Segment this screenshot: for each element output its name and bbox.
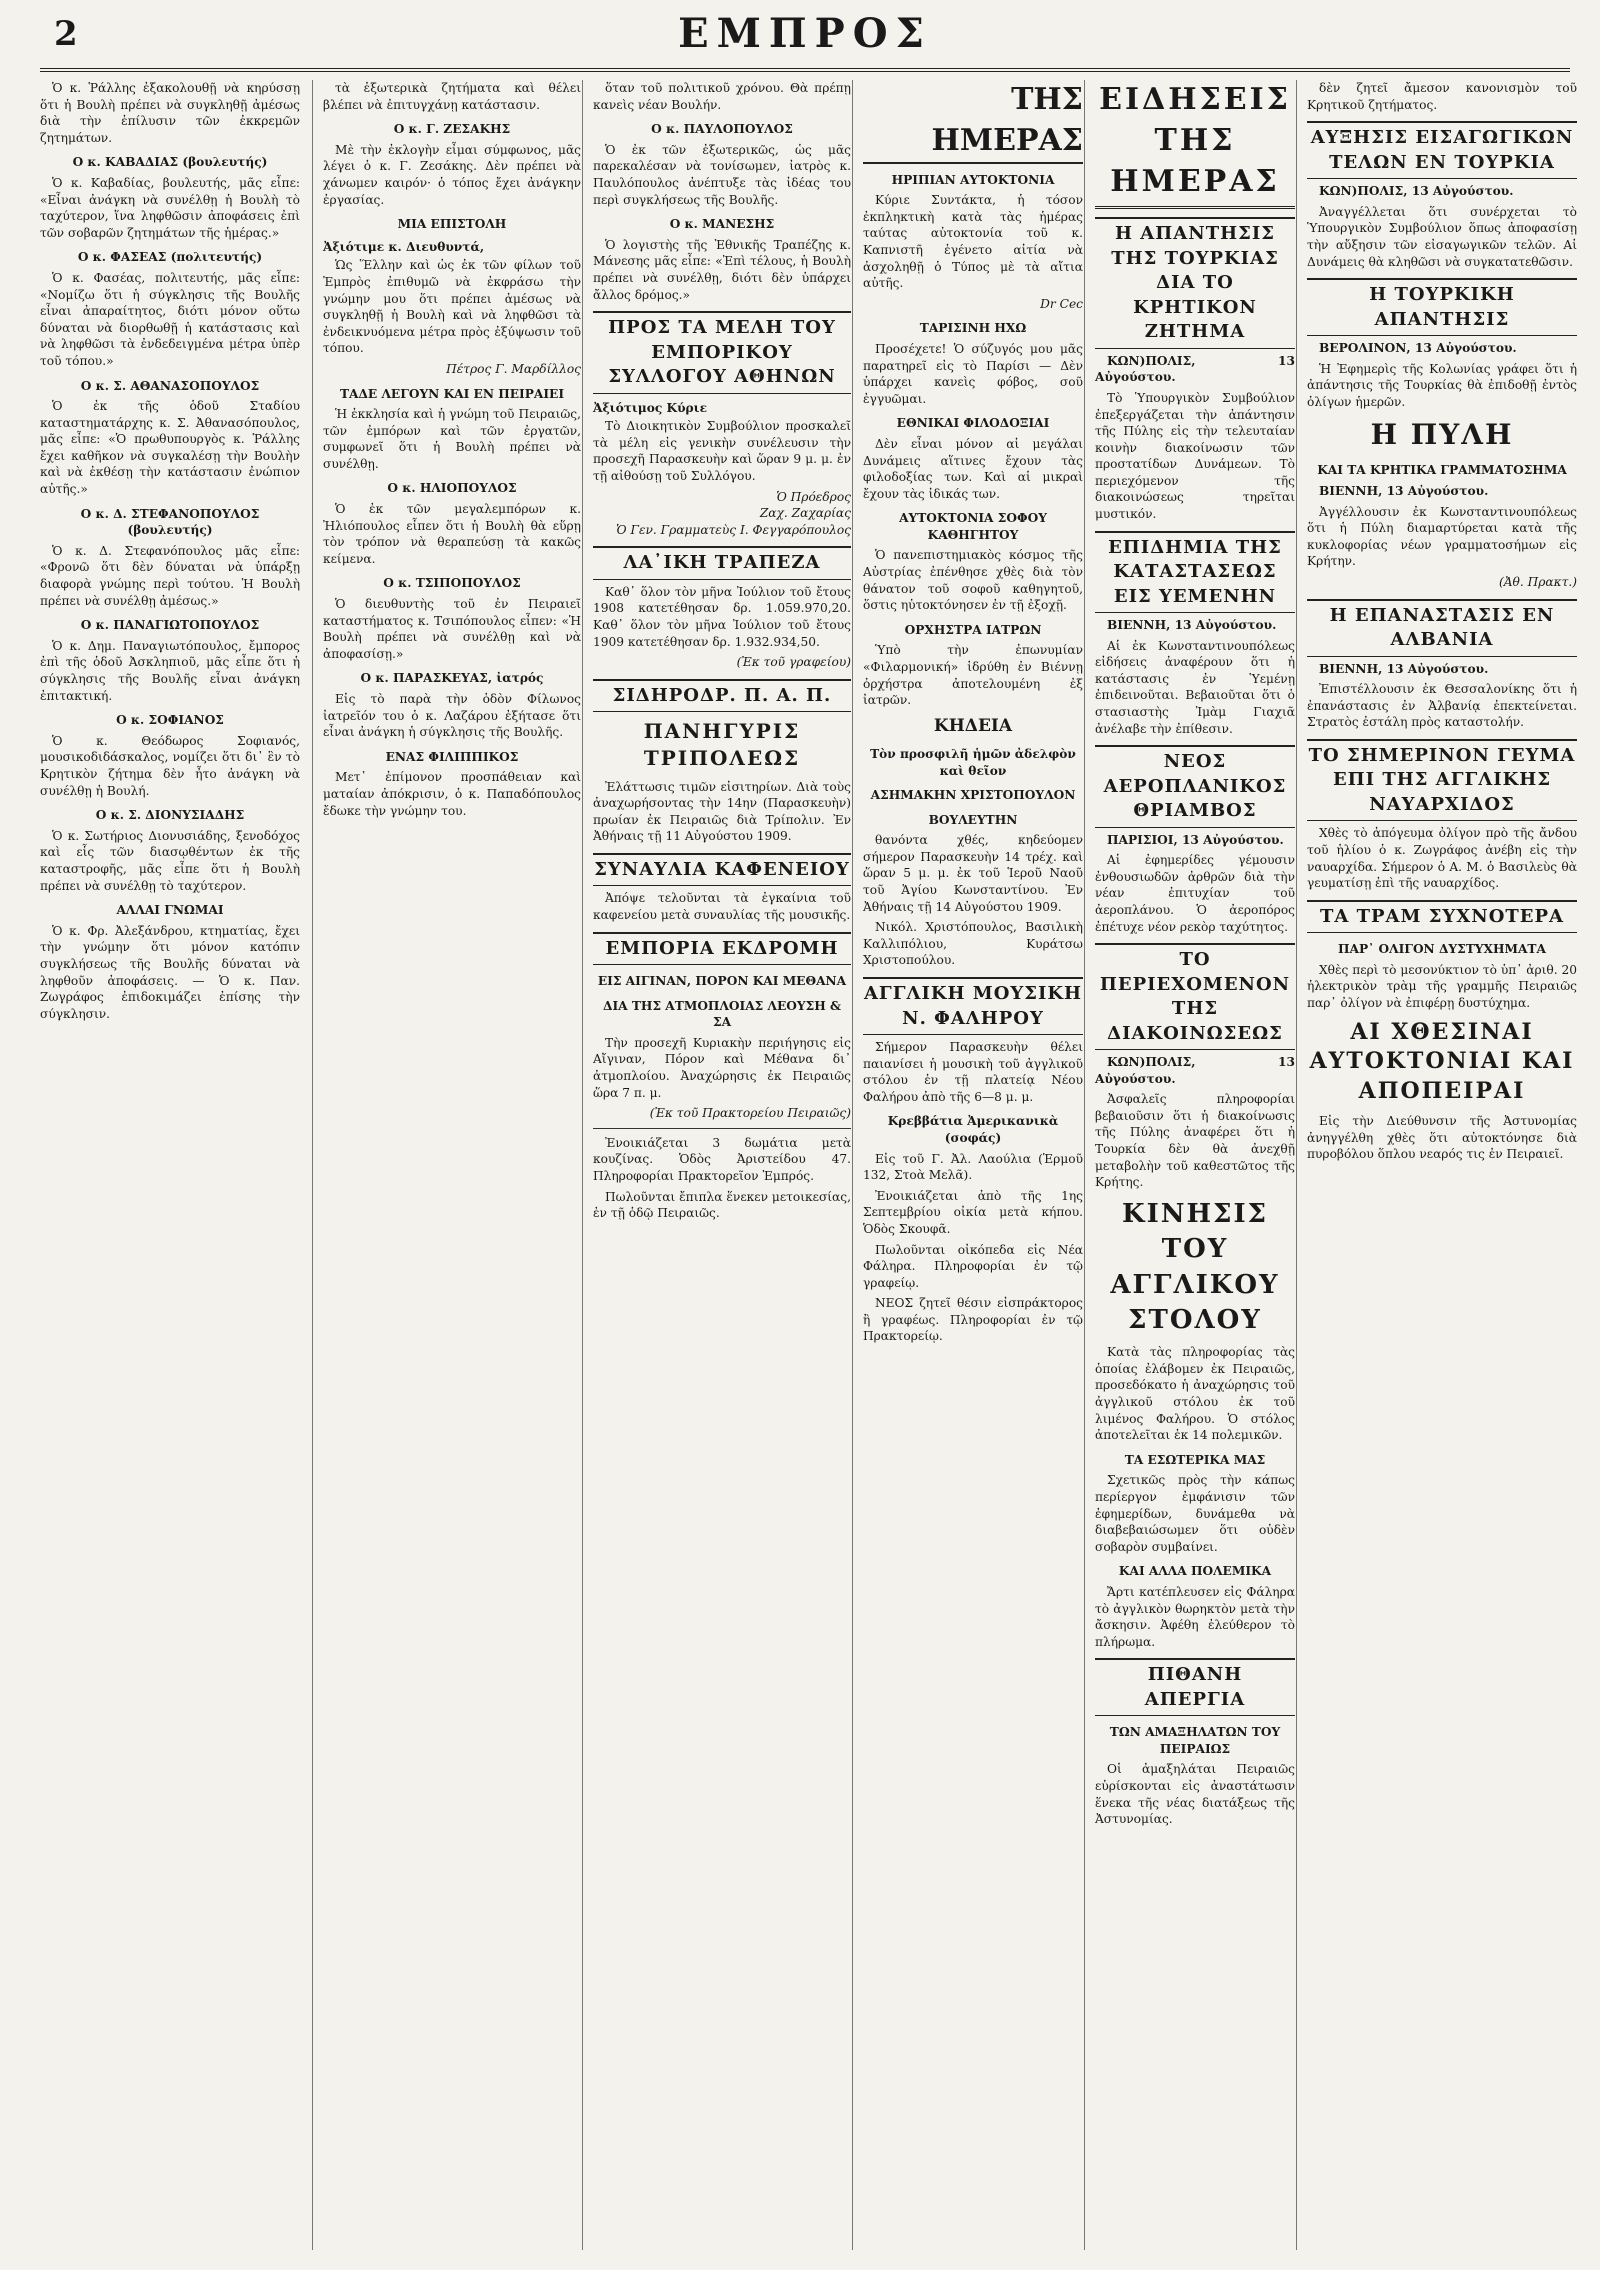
col5-article-4-title: ΤΟ ΠΕΡΙΕΧΟΜΕΝΟΝ ΤΗΣ ΔΙΑΚΟΙΝΩΣΕΩΣ [1095, 943, 1295, 1050]
col6-article-8-text: Εἰς τὴν Διεύθυνσιν τῆς Ἀστυνομίας ἀνηγγέλθη χθὲς ὅτι αὐτοκτόνησε διὰ πυροβόλου ὅπλου νεαρός τις ἐν Πειραιεῖ. [1307, 1114, 1577, 1162]
col6-article-4-dateline: ΒΙΕΝΝΗ, 13 Αὐγούστου. [1319, 484, 1489, 499]
col6-article-2-text: Ἀναγγέλλεται ὅτι συνέρχεται τὸ Ὑπουργικὸν Συμβούλιον ὅπως ἀποφασίσῃ τὴν αὔξησιν τῶν εἰσαγωγικῶν τελῶν. Αἱ Δυνάμεις θὰ κληθῶσι νὰ συγκατατεθῶσιν. [1307, 204, 1577, 269]
col4-heading-5: ΟΡΧΗΣΤΡΑ ΙΑΤΡΩΝ [904, 622, 1042, 637]
col6-article-7-text: Χθὲς περὶ τὸ μεσονύκτιον τὸ ὑπ᾽ ἀριθ. 20 ἠλεκτρικὸν τρὰμ τῆς γραμμῆς Πειραιῶς παρ᾽ ὀλίγον νὰ ἐπιφέρῃ δυστύχημα. [1307, 962, 1577, 1010]
box-excursion-text: Τὴν προσεχῆ Κυριακὴν περιήγησις εἰς Αἴγιναν, Πόρον καὶ Μέθανα δι᾽ ἀτμοπλοίου. Ἀναχώρησις ἐκ Πειραιῶς ὥρα 7 π. μ. [593, 1035, 851, 1100]
col5-fleet-heading: ΚΙΝΗΣΙΣ ΤΟΥ ΑΓΓΛΙΚΟΥ ΣΤΟΛΟΥ [1110, 1198, 1280, 1335]
box-emporikos-sig-1: Ὁ Πρόεδρος [776, 489, 851, 504]
col5-article-1-text: Τὸ Ὑπουργικὸν Συμβούλιον ἐπεξεργάζεται τὴν ἀπάντησιν τῆς Πύλης εἰς τὴν τελευταίαν κοινὴν διακοίνωσιν τῶν προστατίδων Δυνάμεων. Τὸ περιεχόμενον τῆς διακοινώσεως τηρεῖται μυστικόν. [1095, 390, 1295, 522]
col4-music-text: Σήμερον Παρασκευὴν θέλει παιανίσει ἡ μουσικὴ τοῦ ἀγγλικοῦ στόλου ἐν τῇ πλατείᾳ Νέου Φαλήρου ἀπὸ τῆς 6—8 μ. μ. [863, 1039, 1083, 1104]
col1-para-8: Ὁ κ. Φρ. Ἀλεξάνδρου, κτηματίας, ἔχει τὴν γνώμην ὅτι μόνον κατόπιν συγκλήσεως τῆς Βουλῆς δύναται νὰ ληφθοῦν ἀποφάσεις. — Ὁ κ. Παν. Ζωγράφος ἐπιδοκιμάζει ἐπίσης τὴν σύγκλησιν. [40, 923, 300, 1021]
col6-article-6-text: Χθὲς τὸ ἀπόγευμα ὀλίγον πρὸ τῆς ἄνδου τοῦ ἡλίου ὁ κ. Ζωγράφος ἀνέβη εἰς τὴν ναυαρχίδα. Σήμερον ὁ Α. Μ. ὁ Βασιλεὺς θὰ γευματίσῃ ἐπὶ τῆς ναυαρχίδος. [1307, 826, 1577, 891]
box-laiki-trapeza-text: Καθ᾽ ὅλον τὸν μῆνα Ἰούλιον τοῦ ἔτους 1908 κατετέθησαν δρ. 1.059.970,20. Καθ᾽ ὅλον τὸν μῆνα Ἰούλιον τοῦ ἔτους 1909 κατετέθησαν δρ. 1.932.934,50. [593, 584, 851, 649]
box-cafe-text: Ἀπόψε τελοῦνται τὰ ἐγκαίνια τοῦ καφενείου μετὰ συναυλίας τῆς μουσικῆς. [593, 891, 851, 922]
box-emporikos-salutation: Ἀξιότιμος Κύριε [593, 400, 707, 415]
col2-signature: Πέτρος Γ. Μαρδίλλος [446, 361, 581, 376]
funeral-notice-intro: Τὸν προσφιλῆ ἡμῶν ἀδελφὸν καὶ θεῖον [870, 746, 1076, 778]
box-emporikos-sig-3: Ὁ Γεν. Γραμματεὺς Ι. Φεγγαρόπουλος [616, 522, 851, 537]
col4-para-1: Κύριε Συντάκτα, ἡ τόσον ἐκπληκτικὴ κατὰ τὰς ἡμέρας ταύτας αὐτοκτονία τοῦ κ. Καπνιστῆ ἐγένετο αἰτία νὰ ἀσχοληθῇ ὁ Τύπος μὲ τὰ αἴτια αὐτῆς. [863, 193, 1083, 291]
column-6 [1296, 80, 1587, 2250]
col2-heading-5: Ο κ. ΤΣΙΠΟΠΟΥΛΟΣ [383, 576, 521, 591]
col1-para-3: Ὁ ἐκ τῆς ὁδοῦ Σταδίου καταστηματάρχης κ. Σ. Ἀθανασόπουλος, μᾶς εἶπε: «Ὁ πρωθυπουργὸς κ. Ῥάλλης ἔχει καθῆκον νὰ συγκαλέσῃ τὴν Βουλὴν καὶ νὰ ἐκθέσῃ τὴν κατάστασιν ἐνώπιον αὐτῆς.» [40, 399, 300, 497]
news-of-the-day-heading: ΕΙΔΗΣΕΙΣ ΤΗΣ ΗΜΕΡΑΣ [1095, 80, 1295, 209]
box-laiki-trapeza-note: (Ἐκ τοῦ γραφείου) [736, 655, 851, 670]
col4-para-5: Ὑπὸ τὴν ἐπωνυμίαν «Φιλαρμονική» ἱδρύθη ἐν Βιέννῃ ὀρχήστρα ἀποτελουμένη ἐξ ἰατρῶν. [863, 643, 1083, 708]
col4-para-4: Ὁ πανεπιστημιακὸς κόσμος τῆς Αὐστρίας ἐπένθησε χθὲς διὰ τὸν θάνατον τοῦ σοφοῦ καθηγητοῦ, ὅστις ηὐτοκτόνησεν ἐν τῇ ἐξοχῇ. [863, 548, 1083, 613]
box-excursion-sub-2: ΔΙΑ ΤΗΣ ΑΤΜΟΠΛΟΙΑΣ ΛΕΟΥΣΗ & ΣΑ [603, 998, 841, 1030]
col5-article-2-dateline: ΒΙΕΝΝΗ, 13 Αὐγούστου. [1107, 618, 1277, 633]
col5-article-1-dateline: ΚΩΝ)ΠΟΛΙΣ, 13 Αὐγούστου. [1095, 353, 1295, 385]
col4-para-2: Προσέχετε! Ὁ σύζυγός μου μᾶς παρατηρεῖ εἰς τὸ Παρίσι — Δὲν ὑπάρχει κανεὶς φόβος, σοῦ ἐγγυῶμαι. [863, 341, 1083, 406]
col4-heading-1: ΗΡΙΠΙΑΝ ΑΥΤΟΚΤΟΝΙΑ [891, 172, 1055, 187]
col1-para-7: Ὁ κ. Σωτήριος Διονυσιάδης, ξενοδόχος καὶ εἷς τῶν διασῳθέντων ἐκ τῆς καταστροφῆς, μᾶς εἶπε ὅτι ἡ Βουλὴ πρέπει νὰ συνέλθῃ τὸ ταχύτερον. [40, 828, 300, 893]
box-excursion-note: (Ἐκ τοῦ Πρακτορείου Πειραιῶς) [649, 1106, 851, 1121]
col6-article-4-text: Ἀγγέλλουσιν ἐκ Κωνσταντινουπόλεως ὅτι ἡ Πύλη διαμαρτύρεται κατὰ τῆς κυκλοφορίας νέων γραμματοσήμων εἰς Κρήτην. [1307, 504, 1577, 569]
col4-heading-3: ΕΘΝΙΚΑΙ ΦΙΛΟΔΟΞΙΑΙ [896, 416, 1050, 431]
col6-article-2-title: ΑΥΞΗΣΙΣ ΕΙΣΑΓΩΓΙΚΩΝ ΤΕΛΩΝ ΕΝ ΤΟΥΡΚΙΑ [1307, 121, 1577, 179]
column-4 [852, 80, 1093, 2250]
col6-article-4-sub: ΚΑΙ ΤΑ ΚΡΗΤΙΚΑ ΓΡΑΜΜΑΤΟΣΗΜΑ [1317, 463, 1567, 478]
col6-article-3-title: Η ΤΟΥΡΚΙΚΗ ΑΠΑΝΤΗΣΙΣ [1307, 278, 1577, 336]
col4-heading-4: ΑΥΤΟΚΤΟΝΙΑ ΣΟΦΟΥ ΚΑΘΗΓΗΤΟΥ [899, 511, 1047, 542]
col5-article-1-title: Η ΑΠΑΝΤΗΣΙΣ ΤΗΣ ΤΟΥΡΚΙΑΣ ΔΙΑ ΤΟ ΚΡΗΤΙΚΟΝ ΖΗΤΗΜΑ [1095, 217, 1295, 348]
col5-article-4-text: Ἀσφαλεῖς πληροφορίαι βεβαιοῦσιν ὅτι ἡ διακοίνωσις τῆς Πύλης ἀναφέρει ὅτι ἡ Τουρκία δὲν θὰ ἀνεχθῇ μεταβολὴν τοῦ καθεστῶτος τῆς Κρήτης. [1095, 1092, 1295, 1190]
col1-heading-6: Ο κ. ΣΟΦΙΑΝΟΣ [116, 713, 224, 728]
col3-heading-1: Ο κ. ΠΑΥΛΟΠΟΥΛΟΣ [651, 122, 793, 137]
newspaper-title: ΕΜΠΡΟΣ [678, 10, 932, 57]
funeral-notice-title: ΚΗΔΕΙΑ [933, 715, 1013, 736]
col2-heading-6: Ο κ. ΠΑΡΑΣΚΕΥΑΣ, ἰατρός [360, 671, 544, 686]
col1-heading-8: ΑΛΛΑΙ ΓΝΩΜΑΙ [116, 903, 224, 918]
col1-heading-7: Ο κ. Σ. ΔΙΟΝΥΣΙΑΔΗΣ [95, 808, 245, 823]
col5-article-3-text: Αἱ ἐφημερίδες γέμουσιν ἐνθουσιωδῶν ἀρθρῶν διὰ τὴν νέαν ἐπιτυχίαν τοῦ ἀεροπλάνου. Ὁ ἀεροπόρος ἐπέτυχε νέον ρεκὸρ ταχύτητος. [1095, 853, 1295, 934]
col6-article-5-dateline: ΒΙΕΝΝΗ, 13 Αὐγούστου. [1319, 661, 1489, 676]
col3-notice-2: Πωλοῦνται ἔπιπλα ἕνεκεν μετοικεσίας, ἐν τῇ ὁδῷ Πειραιῶς. [593, 1189, 851, 1221]
col2-para-6: Εἰς τὸ παρὰ τὴν ὁδὸν Φίλωνος ἰατρεῖόν του ὁ κ. Λαζάρου ἐξήτασε ὅτι εἶναι ἀνάγκη ἡ σύγκλησις τῆς Βουλῆς. [323, 692, 581, 740]
col6-article-7-sub: ΠΑΡ᾽ ΟΛΙΓΟΝ ΔΥΣΤΥΧΗΜΑΤΑ [1338, 942, 1546, 957]
col5-article-3-title: ΝΕΟΣ ΑΕΡΟΠΛΑΝΙΚΟΣ ΘΡΙΑΜΒΟΣ [1095, 745, 1295, 827]
col1-heading-3: Ο κ. Σ. ΑΘΑΝΑΣΟΠΟΥΛΟΣ [80, 378, 260, 393]
col2-heading-3: ΤΑΔΕ ΛΕΓΟΥΝ ΚΑΙ ΕΝ ΠΕΙΡΑΙΕΙ [339, 386, 565, 401]
funeral-notice-family: Νικόλ. Χριστόπουλος, Βασιλικὴ Καλλιπόλιου, Κυράτσω Χριστοπούλου. [863, 920, 1083, 968]
col1-para-4: Ὁ κ. Δ. Στεφανόπουλος μᾶς εἶπε: «Φρονῶ ὅτι δὲν δύναται νὰ ὑπάρξῃ διαφορὰ γνώμης περὶ τούτου. Ἡ Βουλὴ πρέπει νὰ συνέλθῃ ἀμέσως.» [40, 543, 300, 608]
col4-classified-2: Πωλοῦνται οἰκόπεδα εἰς Νέα Φάληρα. Πληροφορίαι ἐν τῷ γραφείῳ. [863, 1242, 1083, 1290]
col1-heading-4: Ο κ. Δ. ΣΤΕΦΑΝΟΠΟΥΛΟΣ (βουλευτής) [80, 506, 260, 538]
col1-heading-5: Ο κ. ΠΑΝΑΓΙΩΤΟΠΟΥΛΟΣ [80, 618, 260, 633]
col6-article-2-dateline: ΚΩΝ)ΠΟΛΙΣ, 13 Αὐγούστου. [1319, 184, 1514, 199]
col2-heading-1: Ο κ. Γ. ΖΕΣΑΚΗΣ [393, 122, 511, 137]
col4-heading-2: ΤΑΡΙΣΙΝΗ ΗΧΩ [919, 321, 1027, 336]
col2-salutation: Ἀξιότιμε κ. Διευθυντά, [323, 239, 485, 254]
column-3 [582, 80, 861, 2250]
col4-classified-1: Ἐνοικιάζεται ἀπὸ τῆς 1ης Σεπτεμβρίου οἰκία μετὰ κήπου. Ὁδὸς Σκουφᾶ. [863, 1188, 1083, 1236]
col5-article-3-dateline: ΠΑΡΙΣΙΟΙ, 13 Αὐγούστου. [1107, 832, 1284, 847]
box-emporikos-syllogos-title: ΠΡΟΣ ΤΑ ΜΕΛΗ ΤΟΥ ΕΜΠΟΡΙΚΟΥ ΣΥΛΛΟΓΟΥ ΑΘΗΝΩΝ [593, 311, 851, 393]
col1-para-5: Ὁ κ. Δημ. Παναγιωτόπουλος, ἔμπορος ἐπὶ τῆς ὁδοῦ Ἀσκληπιοῦ, μᾶς εἶπε ὅτι ἡ σύγκλησις τῆς Βουλῆς εἶναι ἀνάγκη ἐπιτακτική. [40, 638, 300, 703]
col3-para-2: Ὁ λογιστὴς τῆς Ἐθνικῆς Τραπέζης κ. Μάνεσης μᾶς εἶπε: «Ἐπὶ τέλους, ἡ Βουλὴ πρέπει νὰ συνέλθῃ, διότι δὲν ὑπάρχει ἄλλος δρόμος.» [593, 237, 851, 302]
col1-heading-1: Ο κ. ΚΑΒΑΔΙΑΣ (βουλευτής) [72, 155, 268, 170]
col5-article-2-text: Αἱ ἐκ Κωνσταντινουπόλεως εἰδήσεις ἀναφέρουν ὅτι ἡ κατάστασις ἐν Ὑεμένῃ ἐπιδεινοῦται. Βεβαιοῦται ὅτι ὁ στασιαστὴς Ἰμὰμ Γιαχιᾶ ἀνέλαβε τὴν ἐπίθεσιν. [1095, 638, 1295, 736]
col6-article-4-title: Η ΠΥΛΗ [1370, 418, 1514, 452]
col4-sig-1: Dr Cec [1040, 296, 1083, 311]
col4-music-title: ΑΓΓΛΙΚΗ ΜΟΥΣΙΚΗ Ν. ΦΑΛΗΡΟΥ [863, 977, 1083, 1035]
col2-para-2: Ὡς Ἕλλην καὶ ὡς ἐκ τῶν φίλων τοῦ Ἐμπρὸς ἐπιθυμῶ νὰ ἐκφράσω τὴν γνώμην μου ὅτι πρέπει ἀμέσως νὰ συγκληθῇ ἡ Βουλὴ καὶ νὰ ληφθῶσι τὰ ἐνδεικνυόμενα μέτρα πρὸς ἐξύψωσιν τοῦ τόπου. [323, 258, 581, 356]
col2-heading-4: Ο κ. ΗΛΙΟΠΟΥΛΟΣ [387, 481, 517, 496]
col3-heading-2: Ο κ. ΜΑΝΕΣΗΣ [669, 217, 775, 232]
col1-intro: Ὁ κ. Ῥάλλης ἐξακολουθῇ νὰ κηρύσσῃ ὅτι ἡ Βουλὴ πρέπει νὰ συγκληθῇ ἀμέσως διὰ τὴν ἐπίλυσιν τῶν ἐκκρεμῶν ζητημάτων. [40, 81, 300, 145]
col6-article-3-text: Ἡ Ἐφημερὶς τῆς Κολωνίας γράφει ὅτι ἡ ἀπάντησις τῆς Τουρκίας θὰ ἐπιδοθῇ ἐντὸς ὀλίγων ἡμερῶν. [1307, 361, 1577, 409]
box-excursion-title: ΕΜΠΟΡΙΑ ΕΚΔΡΟΜΗ [593, 932, 851, 965]
col5-article-8-title: ΠΙΘΑΝΗ ΑΠΕΡΓΙΑ [1095, 1658, 1295, 1716]
masthead [40, 8, 1570, 72]
col2-para-0: τὰ ἐξωτερικὰ ζητήματα καὶ θέλει βλέπει νὰ ἐπιτυγχάνῃ κατάστασιν. [323, 81, 581, 112]
col6-article-6-title: ΤΟ ΣΗΜΕΡΙΝΟΝ ΓΕΥΜΑ ΕΠΙ ΤΗΣ ΑΓΓΛΙΚΗΣ ΝΑΥΑΡΧΙΔΟΣ [1307, 739, 1577, 821]
col1-heading-2: Ο κ. ΦΑΣΕΑΣ (πολιτευτής) [77, 250, 263, 265]
column-2 [312, 80, 591, 2250]
col1-para-6: Ὁ κ. Θεόδωρος Σοφιανός, μουσικοδιδάσκαλος, νομίζει ὅτι δι᾽ ἓν τὸ Κρητικὸν ζήτημα δὲν ἦτο ἀνάγκη νὰ συνέλθῃ ἡ Βουλή. [40, 733, 300, 798]
col6-article-8-title: ΑΙ ΧΘΕΣΙΝΑΙ ΑΥΤΟΚΤΟΝΙΑΙ ΚΑΙ ΑΠΟΠΕΙΡΑΙ [1309, 1018, 1575, 1105]
box-cafe-title: ΣΥΝΑΥΛΙΑ ΚΑΦΕΝΕΙΟΥ [593, 853, 851, 886]
col2-para-1: Μὲ τὴν ἐκλογὴν εἶμαι σύμφωνος, μᾶς λέγει ὁ κ. Γ. Ζεσάκης. Δὲν πρέπει νὰ χάνωμεν καιρόν· ὁ τόπος ἔχει ἀνάγκην ἐργασίας. [323, 142, 581, 207]
col5-article-8-text: Οἱ ἀμαξηλάται Πειραιῶς εὑρίσκονται εἰς ἀναστάτωσιν ἕνεκα τῆς νέας διατάξεως τῆς Ἀστυνομίας. [1095, 1762, 1295, 1827]
col5-fleet-text: Κατὰ τὰς πληροφορίας τὰς ὁποίας ἐλάβομεν ἐκ Πειραιῶς, προσεδόκατο ἡ ἀναχώρησις τοῦ ἀγγλικοῦ στόλου ἐκ τοῦ λιμένος Φαλήρου. Ὁ στόλος ἀποτελεῖται ἐκ 14 πολεμικῶν. [1095, 1345, 1295, 1443]
col5-article-6-text: Σχετικῶς πρὸς τὴν κάπως περίεργον ἐμφάνισιν τῶν ἐφημερίδων, δυνάμεθα νὰ διαβεβαιώσωμεν ὅτι οὐδὲν σοβαρὸν συμβαίνει. [1095, 1473, 1295, 1554]
col6-article-5-text: Ἐπιστέλλουσιν ἐκ Θεσσαλονίκης ὅτι ἡ ἐπανάστασις ἐν Ἀλβανίᾳ ἐπεκτείνεται. Στρατὸς ἐστάλη πρὸς καταστολήν. [1307, 682, 1577, 730]
col5-article-4-dateline: ΚΩΝ)ΠΟΛΙΣ, 13 Αὐγούστου. [1095, 1055, 1295, 1086]
col1-para-1: Ὁ κ. Καβαδίας, βουλευτής, μᾶς εἶπε: «Εἶναι ἀνάγκη νὰ συνέλθῃ ἡ Βουλὴ τὸ ταχύτερον, ἵνα ληφθῶσιν ἀποφάσεις ἐπὶ τῶν σοβαρῶν ζητημάτων τῆς ἡμέρας.» [40, 175, 300, 240]
col1-para-2: Ὁ κ. Φασέας, πολιτευτής, μᾶς εἶπε: «Νομίζω ὅτι ἡ σύγκλησις τῆς Βουλῆς εἶναι ἀπαραίτητος, διότι μόνον οὕτω δύναται νὰ διορθωθῇ ἡ κατάστασις καὶ νὰ ληφθῶσι τὰ ἐνδεδειγμένα μέτρα ὑπὲρ τοῦ τόπου.» [40, 270, 300, 368]
box-railway-big-head: ΠΑΝΗΓΥΡΙΣ ΤΡΙΠΟΛΕΩΣ [643, 719, 801, 771]
box-emporikos-sig-2: Ζαχ. Ζαχαρίας [759, 506, 851, 521]
funeral-notice-text: θανόντα χθές, κηδεύομεν σήμερον Παρασκευὴν 14 τρέχ. καὶ ὥραν 5 μ. μ. ἐκ τοῦ Ἱεροῦ Ναοῦ τοῦ Ἁγίου Κωνσταντίνου. Ἐν Ἀθήναις τῇ 14 Αὐγούστου 1909. [863, 833, 1083, 914]
column-1 [40, 80, 310, 2250]
col3-notice-1: Ἐνοικιάζεται 3 δωμάτια μετὰ κουζίνας. Ὁδὸς Ἀριστείδου 47. Πληροφορίαι Πρακτορεῖον Ἐμπρός. [593, 1135, 851, 1183]
funeral-notice-role: ΒΟΥΛΕΥΤΗΝ [928, 812, 1018, 827]
col5-article-7-title: ΚΑΙ ΑΛΛΑ ΠΟΛΕΜΙΚΑ [1118, 1564, 1272, 1579]
col6-article-7-title: ΤΑ ΤΡΑΜ ΣΥΧΝΟΤΕΡΑ [1307, 900, 1577, 933]
col6-article-4-source: (Ἀθ. Πρακτ.) [1498, 575, 1577, 590]
col4-ad-text: Εἰς τοῦ Γ. Ἀλ. Λαούλια (Ἑρμοῦ 132, Στοὰ Μελᾶ). [863, 1151, 1083, 1183]
col4-para-3: Δὲν εἶναι μόνον αἱ μεγάλαι Δυνάμεις αἵτινες ἔχουν τὰς φιλοδοξίας των. Καὶ αἱ μικραὶ ἔχουν τὰς ἰδικάς των. [863, 436, 1083, 501]
col6-article-5-title: Η ΕΠΑΝΑΣΤΑΣΙΣ ΕΝ ΑΛΒΑΝΙΑ [1307, 599, 1577, 657]
box-emporikos-text: Τὸ Διοικητικὸν Συμβούλιον προσκαλεῖ τὰ μέλη εἰς γενικὴν συνέλευσιν τὴν προσεχῆ Παρασκευὴν καὶ ὥραν 9 μ. μ. ἐν τῇ αἰθούσῃ τοῦ Συλλόγου. [593, 419, 851, 483]
col4-classified-3: ΝΕΟΣ ζητεῖ θέσιν εἰσπράκτορος ἢ γραφέως. Πληροφορίαι ἐν τῷ Πρακτορείῳ. [863, 1296, 1083, 1344]
divider [593, 1128, 851, 1129]
col5-article-2-title: ΕΠΙΔΗΜΙΑ ΤΗΣ ΚΑΤΑΣΤΑΣΕΩΣ ΕΙΣ ΥΕΜΕΝΗΝ [1095, 531, 1295, 613]
box-railway-title: ΣΙΔΗΡΟΔΡ. Π. Α. Π. [593, 679, 851, 712]
col3-para-1: Ὁ ἐκ τῶν ἐξωτερικῶς, ὡς μᾶς παρεκαλέσαν νὰ τονίσωμεν, ἰατρὸς κ. Παυλόπουλος ἀνέπτυξε τὰς ἰδέας του περὶ συγκλήσεως τῆς Βουλῆς. [593, 142, 851, 207]
box-excursion-sub: ΕΙΣ ΑΙΓΙΝΑΝ, ΠΟΡΟΝ ΚΑΙ ΜΕΘΑΝΑ [597, 974, 847, 989]
col2-heading-2: ΜΙΑ ΕΠΙΣΤΟΛΗ [397, 217, 507, 232]
col5-article-7-text: Ἄρτι κατέπλευσεν εἰς Φάληρα τὸ ἀγγλικὸν θωρηκτὸν μετὰ τὴν ἄσκησιν. Ἀφέθη ἐλεύθερον τὸ πλήρωμα. [1095, 1584, 1295, 1649]
col5-article-6-title: ΤΑ ΕΣΩΤΕΡΙΚΑ ΜΑΣ [1124, 1452, 1266, 1467]
col6-para-0: δὲν ζητεῖ ἄμεσον κανονισμὸν τοῦ Κρητικοῦ ζητήματος. [1307, 81, 1577, 112]
col2-heading-7: ΕΝΑΣ ΦΙΛΙΠΠΙΚΟΣ [385, 749, 519, 764]
rubric-tis-imeras: ΤΗΣ ΗΜΕΡΑΣ [863, 80, 1083, 164]
box-railway-text: Ἐλάττωσις τιμῶν εἰσιτηρίων. Διὰ τοὺς ἀναχωρήσοντας τὴν 14ην (Παρασκευὴν) πρωίαν ἐκ Πειραιῶς διὰ Τρίπολιν. Ἐν Ἀθήναις τῇ 11 Αὐγούστου 1909. [593, 779, 851, 844]
col5-article-8-sub: ΤΩΝ ΑΜΑΞΗΛΑΤΩΝ ΤΟΥ ΠΕΙΡΑΙΩΣ [1109, 1725, 1281, 1756]
col4-ad-title: Κρεββάτια Ἀμερικανικὰ (σοφάς) [887, 1114, 1059, 1145]
funeral-notice-name: ΑΣΗΜΑΚΗΝ ΧΡΙΣΤΟΠΟΥΛΟΝ [870, 788, 1076, 803]
col6-article-3-dateline: ΒΕΡΟΛΙΝΟΝ, 13 Αὐγούστου. [1319, 341, 1517, 356]
box-laiki-trapeza-title: ΛΑ᾽ΙΚΗ ΤΡΑΠΕΖΑ [593, 546, 851, 579]
page-number: 2 [54, 14, 78, 54]
col2-para-7: Μετ᾽ ἐπίμονον προσπάθειαν καὶ ματαίαν ἀπόκρισιν, ὁ κ. Παπαδόπουλος ἔδωκε τὴν γνώμην του. [323, 770, 581, 818]
col2-para-5: Ὁ διευθυντὴς τοῦ ἐν Πειραιεῖ καταστήματος κ. Τσιπόπουλος εἶπεν: «Ἡ Βουλὴ πρέπει νὰ συνέλθῃ καὶ νὰ ἀποφασίσῃ.» [323, 597, 581, 661]
col3-para-0: ὅταν τοῦ πολιτικοῦ χρόνου. Θὰ πρέπῃ κανεὶς νέαν Βουλήν. [593, 81, 851, 112]
column-5 [1084, 80, 1305, 2250]
col2-para-3: Ἡ ἐκκλησία καὶ ἡ γνώμη τοῦ Πειραιῶς, τῶν ἐμπόρων καὶ τῶν ἐργατῶν, συμφωνεῖ ὅτι ἡ Βουλὴ πρέπει νὰ συνέλθῃ. [323, 407, 581, 471]
col2-para-4: Ὁ ἐκ τῶν μεγαλεμπόρων κ. Ἠλιόπουλος εἶπεν ὅτι ἡ Βουλὴ θὰ εὕρῃ τὸν τρόπον νὰ θεραπεύσῃ τὰ κακῶς κείμενα. [323, 502, 581, 566]
